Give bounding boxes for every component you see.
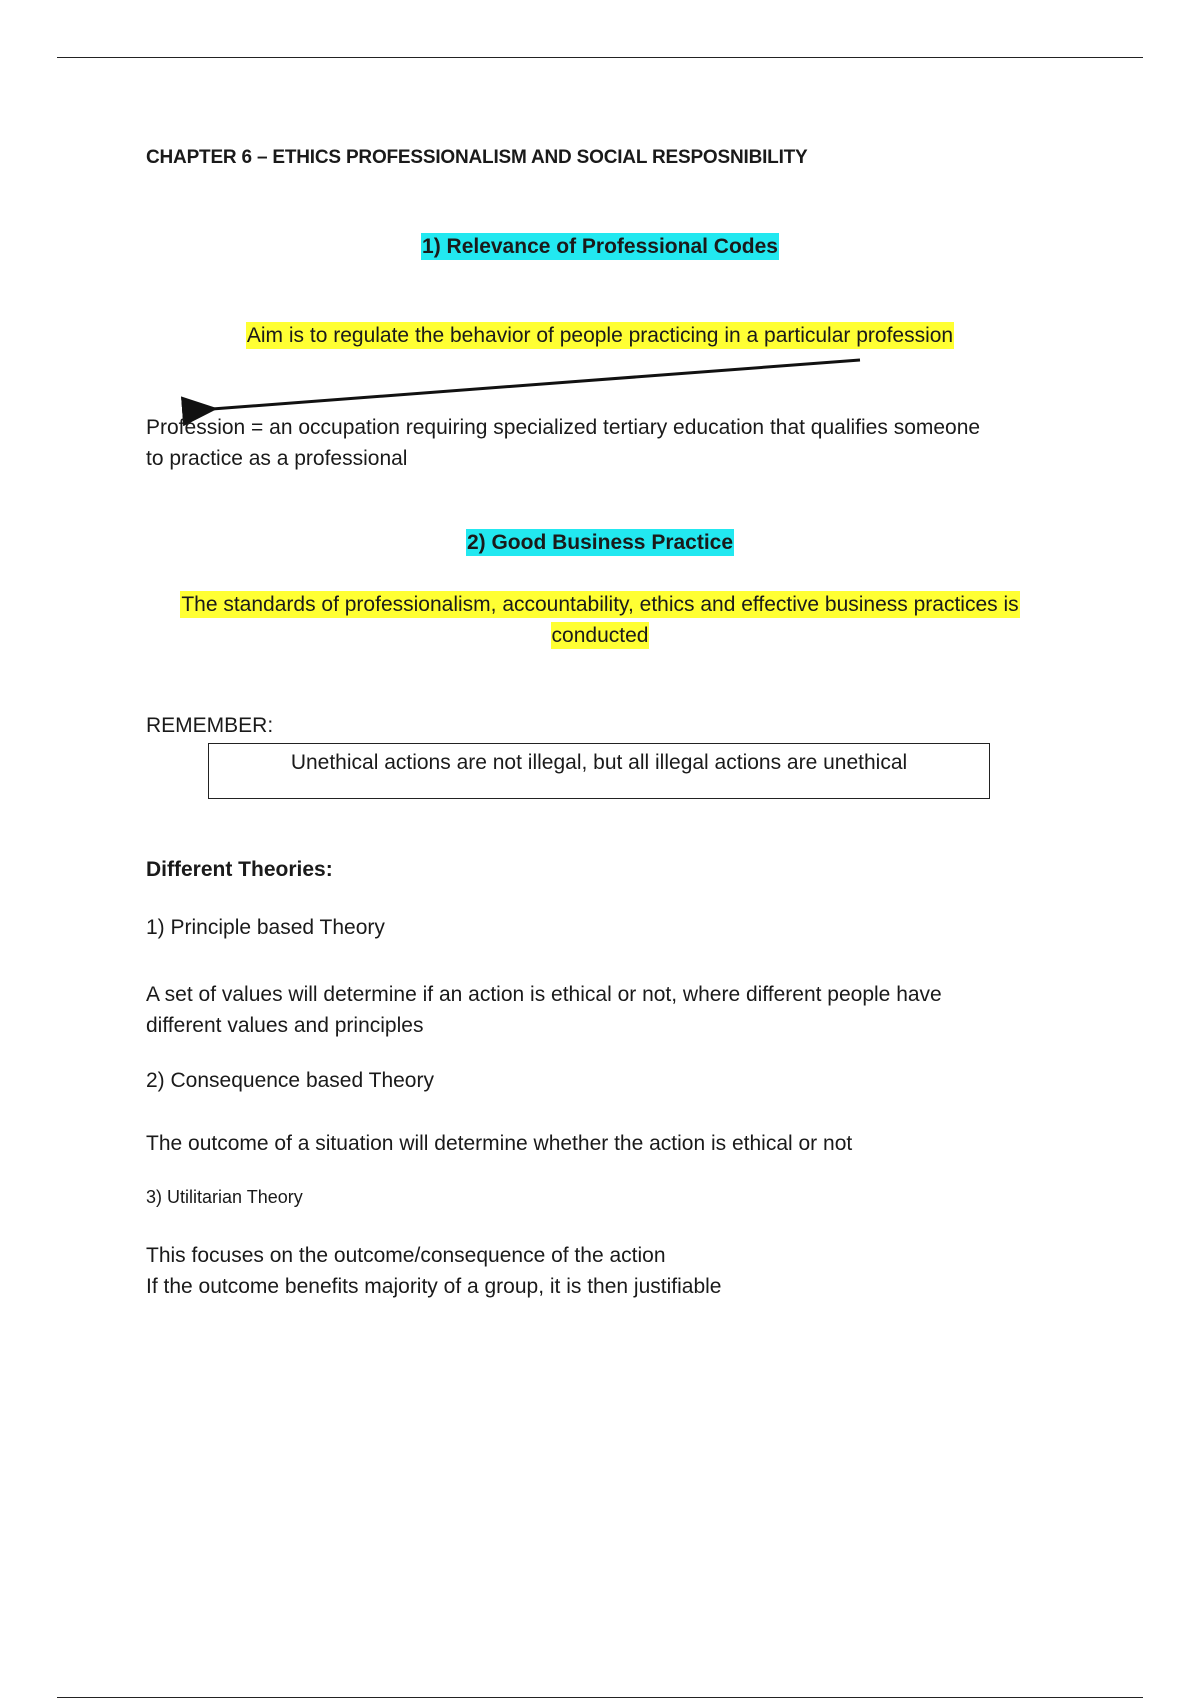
theory-2-name: 2) Consequence based Theory: [146, 1069, 434, 1092]
section-2-heading-text: 2) Good Business Practice: [466, 531, 734, 554]
theory-3-name: 3) Utilitarian Theory: [146, 1187, 303, 1207]
top-rule: [57, 57, 1143, 58]
bottom-rule: [57, 1697, 1143, 1698]
aim-statement: [0, 324, 1200, 348]
theory-1-line-2: different values and principles: [146, 1014, 424, 1037]
arrow-line: [212, 360, 860, 409]
remember-label: REMEMBER:: [146, 714, 274, 737]
theory-1-name: 1) Principle based Theory: [146, 916, 385, 939]
theory-3-line-1: This focuses on the outcome/consequence of the action: [146, 1244, 666, 1267]
section-1-heading: [0, 235, 1200, 259]
theory-1-description: [146, 979, 1046, 1041]
theory-3-line-2: If the outcome benefits majority of a group, it is then justifiable: [146, 1275, 722, 1298]
theory-2-line-1: The outcome of a situation will determine whether the action is ethical or not: [146, 1132, 853, 1155]
theories-title: Different Theories:: [146, 858, 333, 881]
aim-statement-text: Aim is to regulate the behavior of people practicing in a particular profession: [246, 324, 954, 347]
standards-line-2: conducted: [551, 624, 649, 647]
standards-statement: [155, 589, 1045, 651]
remember-box-text: Unethical actions are not illegal, but all illegal actions are unethical: [290, 751, 908, 774]
section-2-heading: [0, 531, 1200, 555]
remember-box: [208, 743, 990, 799]
profession-definition: [146, 412, 1046, 474]
chapter-title: CHAPTER 6 – ETHICS PROFESSIONALISM AND SOCIAL RESPOSNIBILITY: [146, 147, 808, 168]
section-1-heading-text: 1) Relevance of Professional Codes: [422, 235, 778, 258]
theory-1-line-1: A set of values will determine if an action is ethical or not, where different people have: [146, 983, 942, 1006]
profession-line-2: to practice as a professional: [146, 447, 408, 470]
theory-2-description: [146, 1128, 1046, 1159]
standards-line-1: The standards of professionalism, accountability, ethics and effective business practices is: [181, 593, 1019, 616]
theory-3-description: [146, 1240, 1046, 1302]
profession-line-1: Profession = an occupation requiring specialized tertiary education that qualifies someone: [146, 416, 981, 439]
